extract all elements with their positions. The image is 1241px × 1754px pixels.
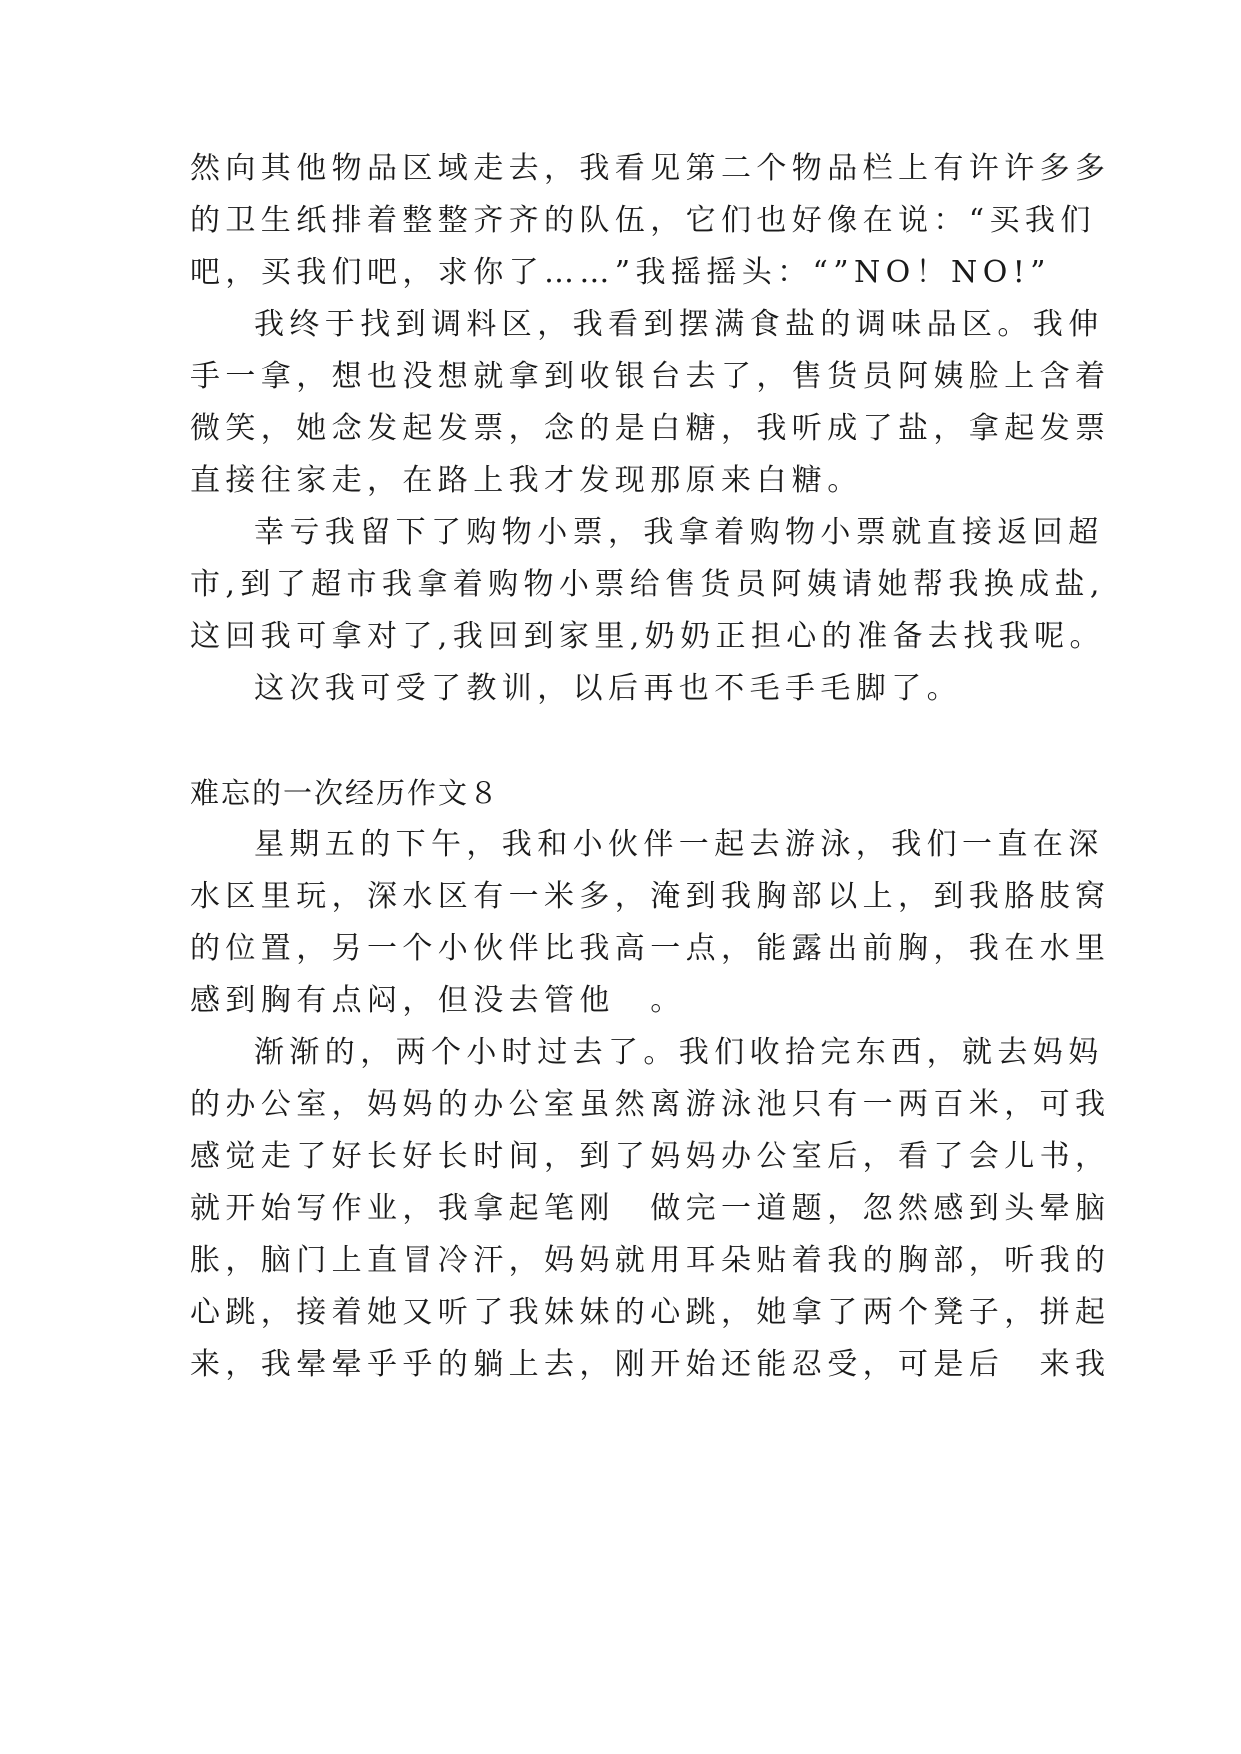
paragraph-line: 的办公室，妈妈的办公室虽然离游泳池只有一两百米，可我	[190, 1087, 1111, 1122]
paragraph-line: 这次我可受了教训，以后再也不毛手毛脚了。	[254, 671, 962, 706]
paragraph-line: 的位置，另一个小伙伴比我高一点，能露出前胸，我在水里	[190, 931, 1111, 966]
paragraph-line: 幸亏我留下了购物小票，我拿着购物小票就直接返回超	[254, 515, 1104, 550]
paragraph-line: 市,到了超市我拿着购物小票给售货员阿姨请她帮我换成盐,	[190, 567, 1105, 602]
paragraph-line: 直接往家走，在路上我才发现那原来白糖。	[190, 463, 863, 498]
paragraph-line: 心跳，接着她又听了我妹妹的心跳，她拿了两个凳子，拼起	[190, 1295, 1111, 1330]
paragraph-line: 水区里玩，深水区有一米多，淹到我胸部以上，到我胳肢窝	[190, 879, 1111, 914]
paragraph-line: 渐渐的，两个小时过去了。我们收拾完东西，就去妈妈	[254, 1035, 1104, 1070]
section-heading: 难忘的一次经历作文８	[190, 776, 501, 810]
paragraph-line: 感觉走了好长好长时间，到了妈妈办公室后，看了会儿书，	[190, 1139, 1111, 1174]
paragraph-line: 胀，脑门上直冒冷汗，妈妈就用耳朵贴着我的胸部，听我的	[190, 1243, 1111, 1278]
paragraph-line: 来，我晕晕乎乎的躺上去，刚开始还能忍受，可是后 来我	[190, 1347, 1111, 1382]
paragraph-line: 的卫生纸排着整整齐齐的队伍，它们也好像在说：“买我们	[190, 203, 1096, 238]
paragraph-line: 我终于找到调料区，我看到摆满食盐的调味品区。我伸	[254, 307, 1104, 342]
paragraph-line: 吧，买我们吧，求你了……”我摇摇头：“”NO！NO!”	[190, 255, 1051, 290]
paragraph-line: 微笑，她念发起发票，念的是白糖，我听成了盐，拿起发票	[190, 411, 1111, 446]
paragraph-line: 手一拿，想也没想就拿到收银台去了，售货员阿姨脸上含着	[190, 359, 1111, 394]
paragraph-line: 然向其他物品区域走去，我看见第二个物品栏上有许许多多	[190, 151, 1111, 186]
paragraph-line: 星期五的下午，我和小伙伴一起去游泳，我们一直在深	[254, 827, 1104, 862]
paragraph-line: 就开始写作业，我拿起笔刚 做完一道题，忽然感到头晕脑	[190, 1191, 1111, 1226]
paragraph-line: 这回我可拿对了,我回到家里,奶奶正担心的准备去找我呢。	[190, 619, 1105, 654]
paragraph-line: 感到胸有点闷，但没去管他 。	[190, 983, 686, 1018]
